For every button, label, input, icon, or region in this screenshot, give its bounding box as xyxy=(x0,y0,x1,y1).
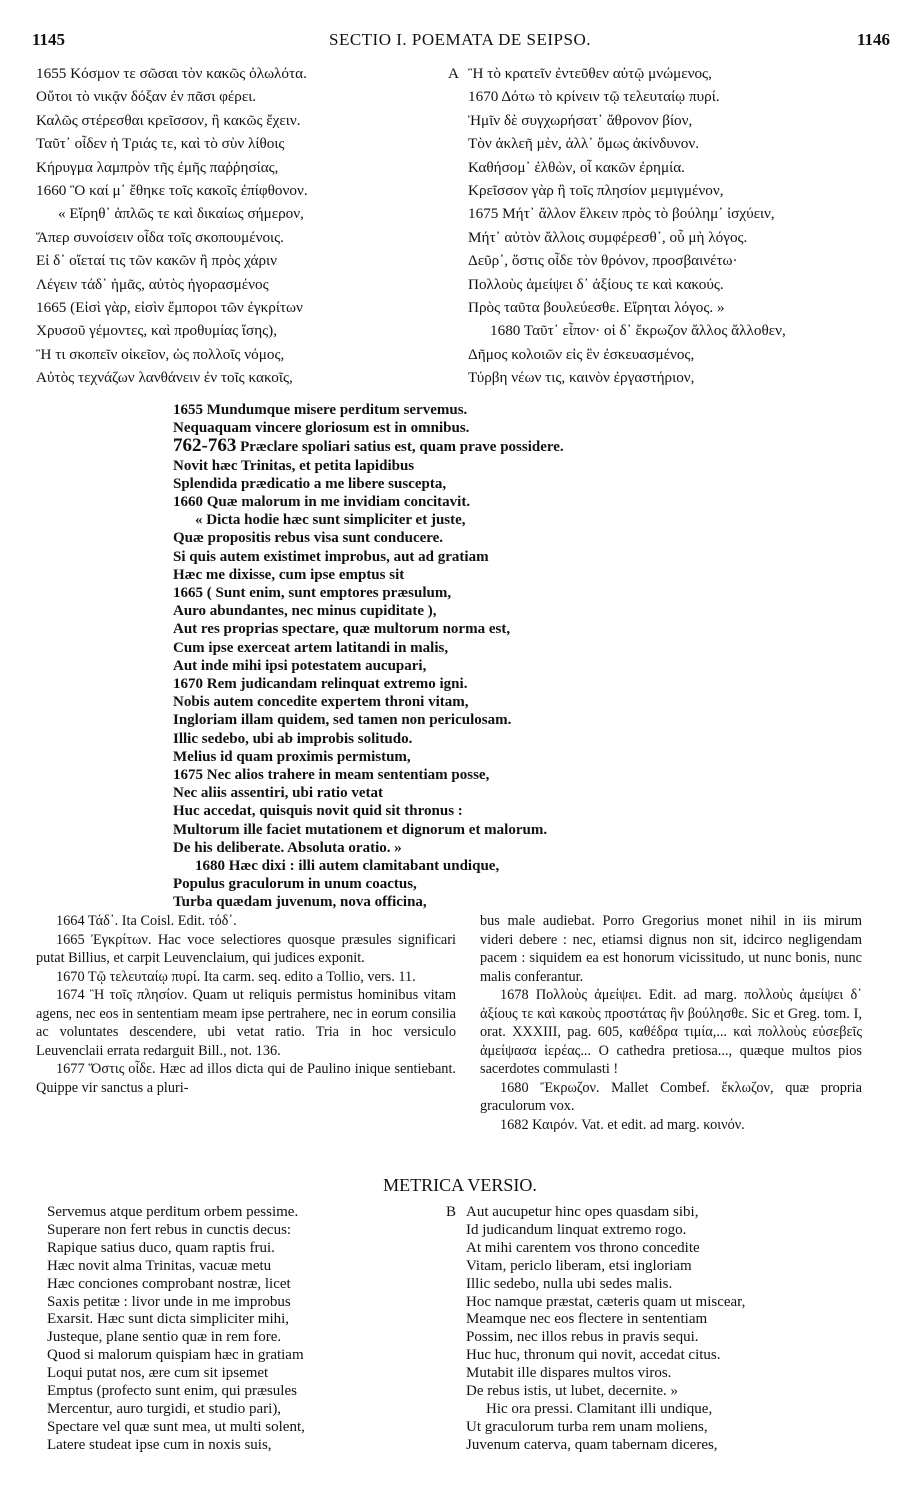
greek-line: Δεῦρ᾽, ὅστις οἶδε τὸν θρόνον, προσβαινέτω· xyxy=(468,252,738,270)
metrica-line: Loqui putat nos, ære cum sit ipsemet xyxy=(47,1365,269,1382)
metrica-line: Spectare vel quæ sunt mea, ut multi solent, xyxy=(47,1418,305,1435)
metrica-line: Juvenum caterva, quam tabernam diceres, xyxy=(466,1436,718,1453)
latin-line: Hæc me dixisse, cum ipse emptus sit xyxy=(173,566,405,583)
latin-line: Aut inde mihi ipsi potestatem aucupari, xyxy=(173,657,427,674)
metrica-line: Exarsit. Hæc sunt dicta simpliciter mihi, xyxy=(47,1311,290,1328)
latin-line: 1660 Quæ malorum in me invidiam concitavit. xyxy=(173,494,471,511)
metrica-line: Rapique satius duco, quam raptis frui. xyxy=(47,1239,275,1256)
greek-line: 1655 Κόσμον τε σῶσαι τὸν κακῶς ὀλωλότα. xyxy=(36,65,307,82)
metrica-line: Id judicandum linquat extremo rogo. xyxy=(466,1221,687,1238)
greek-line: Δῆμος κολοιῶν εἰς ἓν ἐσκευασμένος, xyxy=(468,345,695,363)
latin-line: Ingloriam illam quidem, sed tamen non periculosam. xyxy=(173,712,512,729)
latin-line: Populus graculorum in unum coactus, xyxy=(173,876,417,893)
greek-line: Οὔτοι τὸ νικᾷν δόξαν ἐν πᾶσι φέρει. xyxy=(36,88,257,106)
page-number-right: 1146 xyxy=(856,30,890,49)
footnote-continuation: bus male audiebat. Porro Gregorius monet nihil in iis mirum videri debere : nec, etiamsi dignus non sit, idcirco negligendam pacem : siquidem ea est honorum vicissitudo, ut nunc bonis, nunc malis conferantur. xyxy=(480,913,862,985)
metrica-line: Servemus atque perditum orbem pessime. xyxy=(47,1204,299,1220)
greek-line: Κρεῖσσον γὰρ ἢ τοῖς πλησίον μεμιγμένον, xyxy=(468,182,724,200)
greek-column-left xyxy=(36,62,308,390)
latin-line: 1655 Mundumque misere perditum servemus. xyxy=(173,402,468,418)
metrica-line: Mercentur, auro turgidi, et studio pari), xyxy=(47,1400,282,1417)
latin-line: 1680 Hæc dixi : illi autem clamitabant undique, xyxy=(195,858,500,875)
latin-line: Novit hæc Trinitas, et petita lapidibus xyxy=(173,457,415,474)
latin-line: Huc accedat, quisquis novit quid sit thronus : xyxy=(173,803,463,820)
greek-line: Καλῶς στέρεσθαι κρεῖσσον, ἢ κακῶς ἔχειν. xyxy=(36,111,301,129)
greek-line: 1665 (Εἰσὶ γὰρ, εἰσὶν ἔμποροι τῶν ἐγκρίτων xyxy=(36,299,303,317)
metrica-line: Ut graculorum turba rem unam moliens, xyxy=(466,1418,708,1435)
latin-line: Nec aliis assentiri, ubi ratio vetat xyxy=(173,785,383,802)
metrica-line: Saxis petitæ : livor unde in me improbus xyxy=(47,1293,291,1310)
greek-line: 1675 Μήτ᾽ ἄλλον ἕλκειν πρὸς τὸ βούλημ᾽ ἰσχύειν, xyxy=(468,205,775,223)
latin-line: De his deliberate. Absoluta oratio. » xyxy=(173,839,402,856)
greek-line: Ἢ τι σκοπεῖν οἰκεῖον, ὡς πολλοῖς νόμος, xyxy=(36,345,285,363)
greek-line: Πολλοὺς ἀμείψει δ᾽ ἀξίους τε καὶ κακούς. xyxy=(468,275,724,293)
notes-column-right xyxy=(480,912,862,1134)
metrica-line: Hæc novit alma Trinitas, vacuæ metu xyxy=(47,1257,272,1274)
latin-line: 1665 ( Sunt enim, sunt emptores præsulum, xyxy=(173,585,452,602)
notes-column-left xyxy=(36,912,456,1097)
metrica-line: Vitam, periclo liberam, etsi ingloriam xyxy=(466,1257,692,1274)
latin-line: Cum ipse exerceat artem latitandi in malis, xyxy=(173,639,449,656)
footnote: 1670 Τῷ τελευταίῳ πυρί. Ita carm. seq. edito a Tollio, vers. 11. xyxy=(56,968,416,985)
latin-line: Aut res proprias spectare, quæ multorum norma est, xyxy=(173,621,511,638)
metrica-line: At mihi carentem vos throno concedite xyxy=(466,1239,700,1256)
metrica-versio-title: METRICA VERSIO. xyxy=(383,1175,537,1195)
metrica-line: Meamque nec eos flectere in sententiam xyxy=(466,1311,708,1328)
metrica-line: Superare non fert rebus in cunctis decus: xyxy=(47,1221,292,1238)
metrica-line: Latere studeat ipse cum in noxis suis, xyxy=(47,1436,272,1453)
page-number-left: 1145 xyxy=(32,30,66,49)
footnote: 1677 Ὅστις οἶδε. Hæc ad illos dicta qui de Paulino inique sentiebant. Quippe vir sanctus a pluri- xyxy=(36,1061,456,1096)
metrica-line xyxy=(446,1204,745,1222)
greek-line: 1670 Δότω τὸ κρίνειν τῷ τελευταίῳ πυρί. xyxy=(468,88,720,106)
metrica-line: Hic ora pressi. Clamitant illi undique, xyxy=(486,1400,713,1417)
greek-line: Ἅπερ συνοίσειν οἶδα τοῖς σκοπουμένοις. xyxy=(36,228,284,246)
greek-line: 1680 Ταῦτ᾽ εἶπον· οἱ δ᾽ ἔκρωζον ἄλλος ἄλλοθεν, xyxy=(490,322,786,340)
metrica-line: De rebus istis, ut lubet, decernite. » xyxy=(466,1383,679,1400)
latin-line: Nequaquam vincere gloriosum est in omnibus. xyxy=(173,420,470,437)
margin-marker: B xyxy=(446,1204,457,1220)
footnote: 1678 Πολλοὺς ἀμείψει. Edit. ad marg. πολλοὺς ἀμείψει δ᾽ ἀξίους τε καὶ κακοὺς προστάτας ἣν βούλησθε. Sic et Greg. tom. I, orat. XXXIII, pag. 605, καθέδρα τιμία,... καὶ πολλοὺς εὐσεβεῖς ἀμείψασα ἱερέας... O cathedra pretiosa..., quæque multos pios sacerdotes commulasti ! xyxy=(480,987,862,1077)
metrica-line: Emptus (profecto sunt enim, qui præsules xyxy=(47,1383,297,1400)
greek-line: Ταῦτ᾽ οἶδεν ἡ Τριάς τε, καὶ τὸ σὺν λίθοις xyxy=(36,135,285,153)
latin-line: Quæ propositis rebus visa sunt conducere. xyxy=(173,530,444,547)
greek-line: Χρυσοῦ γέμοντες, καὶ προθυμίας ἴσης), xyxy=(36,322,278,340)
greek-line: Αὐτὸς τεχνάζων λανθάνειν ἐν τοῖς κακοῖς, xyxy=(36,369,293,387)
metrica-line-text: Aut aucupetur hinc opes quasdam sibi, xyxy=(466,1204,699,1220)
latin-line: Illic sedebo, ubi ab improbis solitudo. xyxy=(173,730,413,747)
metrica-line: Possim, nec illos rebus in pravis sequi. xyxy=(466,1329,699,1346)
greek-line: Καθήσομ᾽ ἐλθὼν, οἷ κακῶν ἐρημία. xyxy=(468,158,685,176)
greek-line: Ἡμῖν δὲ συγχωρήσατ᾽ ἄθρονον βίον, xyxy=(468,111,693,129)
column-reference: 762-763 xyxy=(173,435,237,457)
greek-line: Μήτ᾽ αὐτὸν ἄλλοις συμφέρεσθ᾽, οὗ μὴ λόγος. xyxy=(468,228,748,246)
metrica-line: Hoc namque præstat, cæteris quam ut miscear, xyxy=(466,1293,746,1310)
metrica-column-left xyxy=(47,1204,305,1455)
greek-line: Λέγειν τάδ᾽ ἡμᾶς, αὐτὸς ἠγορασμένος xyxy=(36,275,269,293)
latin-line: Nobis autem concedite expertem throni vitam, xyxy=(173,694,469,711)
greek-line: Τὸν ἀκλεῆ μὲν, ἀλλ᾽ ὅμως ἀκίνδυνον. xyxy=(468,135,700,153)
metrica-column-right xyxy=(446,1204,746,1455)
greek-line xyxy=(448,62,786,85)
latin-line: Si quis autem existimet improbus, aut ad gratiam xyxy=(173,548,489,565)
latin-line: 1675 Nec alios trahere in meam sententiam posse, xyxy=(173,767,490,784)
greek-line: Τύρβη νέων τις, καινὸν ἐργαστήριον, xyxy=(468,369,695,387)
latin-line: Splendida prædicatio a me libere suscepta, xyxy=(173,475,447,492)
latin-translation xyxy=(173,401,564,912)
latin-line: « Dicta hodie hæc sunt simpliciter et juste, xyxy=(195,512,466,529)
latin-line-text: Præclare spoliari satius est, quam prave possidere. xyxy=(240,439,564,456)
greek-line: Πρὸς ταῦτα βουλεύεσθε. Εἴρηται λόγος. » xyxy=(468,299,725,317)
metrica-line: Mutabit ille dispares multos viros. xyxy=(466,1365,672,1382)
latin-line: Multorum ille faciet mutationem et dignorum et malorum. xyxy=(173,821,548,838)
latin-line: Turba quædam juvenum, nova officina, xyxy=(173,894,427,911)
footnote: 1682 Καιρόν. Vat. et edit. ad marg. κοινόν. xyxy=(500,1116,745,1133)
running-title: SECTIO I. POEMATA DE SEIPSO. xyxy=(329,30,591,49)
metrica-line: Hæc conciones comprobant nostræ, licet xyxy=(47,1275,291,1292)
margin-marker: A xyxy=(448,65,459,82)
metrica-line: Justeque, plane sentio quæ in rem fore. xyxy=(47,1329,282,1346)
greek-line-text: Ἢ τὸ κρατεῖν ἐντεῦθεν αὐτῷ μνώμενος, xyxy=(468,65,712,82)
greek-column-right xyxy=(448,62,786,390)
greek-line: Κήρυγμα λαμπρὸν τῆς ἐμῆς παῤῥησίας, xyxy=(36,158,279,176)
greek-line: « Εἴρηθ᾽ ἁπλῶς τε καὶ δικαίως σήμερον, xyxy=(58,205,304,223)
metrica-line: Quod si malorum quispiam hæc in gratiam xyxy=(47,1347,304,1364)
greek-line: Εἰ δ᾽ οἴεταί τις τῶν κακῶν ἢ πρὸς χάριν xyxy=(36,252,278,270)
latin-line: Auro abundantes, nec minus cupiditate ), xyxy=(173,603,437,620)
page-header xyxy=(0,30,920,56)
latin-line: 1670 Rem judicandam relinquat extremo igni. xyxy=(173,676,468,693)
footnote: 1674 Ἢ τοῖς πλησίον. Quam ut reliquis permistus hominibus vitam agens, nec eos in sententiam meam ipse pertrahere, nec in eorum consilia ac voluntates descendere, ubi vetat ratio. Tria in hoc versiculo Leuvenclaii errata redarguit Bill., not. 136. xyxy=(36,987,456,1059)
metrica-line: Illic sedebo, nulla ubi sedes malis. xyxy=(466,1275,673,1292)
greek-line: 1660 Ὃ καί μ᾽ ἔθηκε τοῖς κακοῖς ἐπίφθονον. xyxy=(36,182,308,200)
footnote: 1665 Ἐγκρίτων. Hac voce selectiores quosque præsules significari putat Billius, et carpit Leuvenclaium, qui judices exponit. xyxy=(36,931,456,966)
metrica-line: Huc huc, thronum qui novit, accedat citus. xyxy=(466,1347,721,1364)
footnote: 1680 Ἔκρωζον. Mallet Combef. ἔκλωζον, quæ propria graculorum vox. xyxy=(480,1079,862,1114)
footnote: 1664 Τάδ᾽. Ita Coisl. Edit. τόδ᾽. xyxy=(56,913,237,929)
latin-line: Melius id quam proximis permistum, xyxy=(173,748,411,765)
latin-line xyxy=(173,437,564,456)
